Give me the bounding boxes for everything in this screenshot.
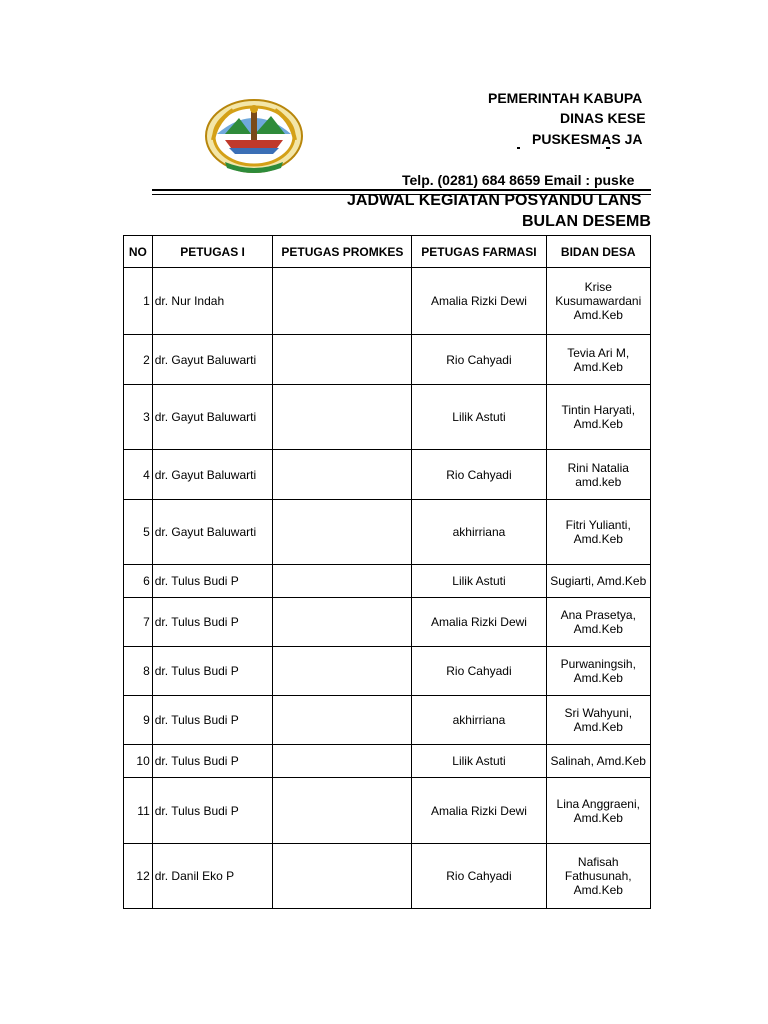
regency-emblem-icon: [203, 96, 305, 174]
cell-no: 11: [124, 778, 153, 844]
cell-petugas1: dr. Nur Indah: [152, 268, 273, 335]
table-row: [124, 500, 651, 565]
cell-no: 3: [124, 385, 153, 450]
header-department-line: DINAS KESE: [560, 110, 646, 126]
cell-petugas1: dr. Tulus Budi P: [152, 696, 273, 745]
cell-promkes: [273, 335, 412, 385]
cell-petugas1: dr. Tulus Budi P: [152, 565, 273, 598]
col-header-promkes: PETUGAS PROMKES: [273, 236, 412, 268]
cell-farmasi: Rio Cahyadi: [412, 844, 546, 909]
cell-petugas1: dr. Gayut Baluwarti: [152, 500, 273, 565]
cell-bidan: Krise Kusumawardani Amd.Keb: [546, 268, 651, 335]
cell-farmasi: Lilik Astuti: [412, 745, 546, 778]
table-row: [124, 778, 651, 844]
cell-promkes: [273, 778, 412, 844]
table-row: [124, 696, 651, 745]
table-row: [124, 844, 651, 909]
cell-promkes: [273, 385, 412, 450]
schedule-table: [123, 235, 651, 909]
header-mark: [517, 147, 520, 149]
cell-farmasi: Amalia Rizki Dewi: [412, 778, 546, 844]
cell-no: 12: [124, 844, 153, 909]
cell-farmasi: Lilik Astuti: [412, 565, 546, 598]
col-header-bidan: BIDAN DESA: [546, 236, 651, 268]
document-title: JADWAL KEGIATAN POSYANDU LANS: [347, 192, 642, 209]
cell-bidan: Nafisah Fathusunah, Amd.Keb: [546, 844, 651, 909]
header-contact-line: Telp. (0281) 684 8659 Email : puske: [402, 172, 635, 188]
cell-farmasi: Amalia Rizki Dewi: [412, 268, 546, 335]
cell-no: 2: [124, 335, 153, 385]
header-government-line: PEMERINTAH KABUPA: [488, 90, 643, 106]
cell-farmasi: Rio Cahyadi: [412, 647, 546, 696]
cell-bidan: Purwaningsih, Amd.Keb: [546, 647, 651, 696]
cell-bidan: Sugiarti, Amd.Keb: [546, 565, 651, 598]
table-row: [124, 385, 651, 450]
cell-bidan: Rini Natalia amd.keb: [546, 450, 651, 500]
cell-petugas1: dr. Tulus Budi P: [152, 778, 273, 844]
cell-petugas1: dr. Tulus Budi P: [152, 647, 273, 696]
cell-petugas1: dr. Tulus Budi P: [152, 745, 273, 778]
cell-bidan: Fitri Yulianti, Amd.Keb: [546, 500, 651, 565]
header-mark: [606, 147, 610, 149]
table-row: [124, 647, 651, 696]
cell-no: 9: [124, 696, 153, 745]
table-row: [124, 598, 651, 647]
col-header-farmasi: PETUGAS FARMASI: [412, 236, 546, 268]
table-row: [124, 335, 651, 385]
cell-promkes: [273, 450, 412, 500]
header-divider-thick: [152, 189, 651, 191]
table-row: [124, 565, 651, 598]
cell-no: 8: [124, 647, 153, 696]
cell-petugas1: dr. Gayut Baluwarti: [152, 335, 273, 385]
cell-bidan: Tintin Haryati, Amd.Keb: [546, 385, 651, 450]
cell-promkes: [273, 565, 412, 598]
cell-promkes: [273, 598, 412, 647]
cell-farmasi: Lilik Astuti: [412, 385, 546, 450]
cell-petugas1: dr. Gayut Baluwarti: [152, 385, 273, 450]
cell-promkes: [273, 647, 412, 696]
table-header-row: [124, 236, 651, 268]
cell-no: 4: [124, 450, 153, 500]
cell-promkes: [273, 844, 412, 909]
cell-promkes: [273, 696, 412, 745]
cell-no: 10: [124, 745, 153, 778]
cell-petugas1: dr. Tulus Budi P: [152, 598, 273, 647]
cell-no: 1: [124, 268, 153, 335]
cell-bidan: Lina Anggraeni, Amd.Keb: [546, 778, 651, 844]
cell-promkes: [273, 745, 412, 778]
col-header-no: NO: [124, 236, 153, 268]
cell-petugas1: dr. Gayut Baluwarti: [152, 450, 273, 500]
cell-bidan: Ana Prasetya, Amd.Keb: [546, 598, 651, 647]
cell-no: 5: [124, 500, 153, 565]
cell-farmasi: Rio Cahyadi: [412, 335, 546, 385]
table-row: [124, 450, 651, 500]
header-puskesmas-line: PUSKESMAS JA: [532, 131, 643, 147]
cell-bidan: Sri Wahyuni, Amd.Keb: [546, 696, 651, 745]
cell-petugas1: dr. Danil Eko P: [152, 844, 273, 909]
cell-farmasi: akhirriana: [412, 500, 546, 565]
cell-no: 6: [124, 565, 153, 598]
cell-no: 7: [124, 598, 153, 647]
table-row: [124, 745, 651, 778]
cell-bidan: Salinah, Amd.Keb: [546, 745, 651, 778]
cell-farmasi: akhirriana: [412, 696, 546, 745]
col-header-petugas1: PETUGAS I: [152, 236, 273, 268]
cell-farmasi: Rio Cahyadi: [412, 450, 546, 500]
cell-bidan: Tevia Ari M, Amd.Keb: [546, 335, 651, 385]
cell-farmasi: Amalia Rizki Dewi: [412, 598, 546, 647]
cell-promkes: [273, 500, 412, 565]
document-subtitle: BULAN DESEMB: [522, 213, 651, 230]
cell-promkes: [273, 268, 412, 335]
table-row: [124, 268, 651, 335]
